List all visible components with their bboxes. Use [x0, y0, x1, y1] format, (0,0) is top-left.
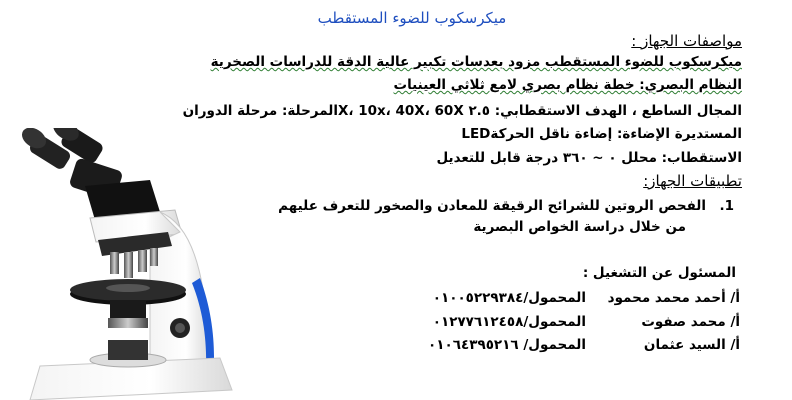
polarizing-microscope-image — [0, 128, 255, 400]
document-title: ميكرسكوب للضوء المستقطب — [317, 9, 507, 27]
operator-phone: المحمول/٠١٢٧٧٦١٢٤٥٨ — [432, 314, 586, 330]
specs-heading: مواصفات الجهاز : — [631, 32, 742, 50]
operator-phone: المحمول/ ٠١٠٦٤٣٩٥٢١٦ — [428, 337, 586, 353]
operator-name: أ/ السيد عثمان — [643, 337, 740, 353]
spec-line: المستديرة الإضاءة: إضاءة ناقل الحركةLED — [461, 126, 742, 142]
application-item — [254, 198, 734, 238]
spec-line: المجال الساطع ، الهدف الاستقطابي: ٢.٥ X، 10x، 40X، 60Xالمرحلة: مرحلة الدوران — [182, 103, 742, 119]
spec-line: الاستقطاب: محلل ٠ ~ ٣٦٠ درجة قابل للتعديل — [436, 150, 742, 166]
spec-line: النظام البصري: خطة نظام بصري لامع ثلاثي العينيات — [393, 77, 742, 93]
applications-heading: تطبيقات الجهاز: — [643, 172, 742, 190]
operator-phone: المحمول/٠١٠٠٥٢٢٩٣٨٤ — [432, 290, 586, 306]
application-item-text: الفحص الروتين للشرائح الرقيقة للمعادن والصخور للتعرف عليهم — [278, 198, 706, 214]
operators-heading: المسئول عن التشغيل : — [582, 265, 736, 281]
application-item-text-cont: من خلال دراسة الخواص البصرية — [473, 219, 686, 235]
operator-name: أ/ محمد صفوت — [641, 314, 740, 330]
application-item-number: .1 — [719, 198, 734, 214]
operator-name: أ/ أحمد محمد محمود — [607, 290, 740, 306]
spec-line: ميكرسكوب للضوء المستقطب مزود بعدسات تكبير عالية الدقة للدراسات الصخرية — [210, 54, 742, 70]
